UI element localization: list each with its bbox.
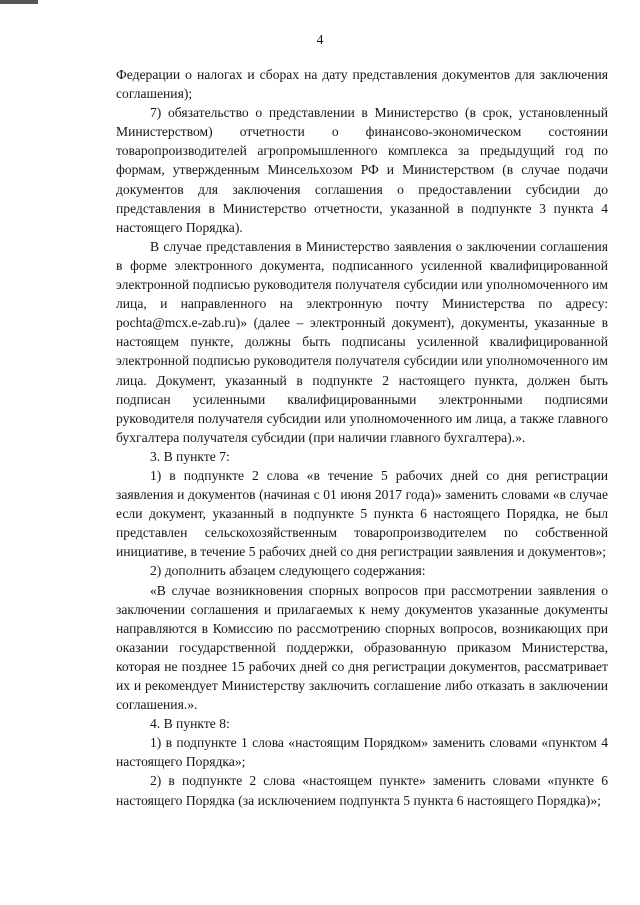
paragraph-section-3-subitem-1: 1) в подпункте 2 слова «в течение 5 рабочих дней со дня регистрации заявления и документов (начиная с 01 июня 2017 года)» заменить словами «в случае если документ, указанный в подпункте 5 пункта 6 настоящего Порядка, не был представлен сельскохозяйственным товаропроизводителем по собственной инициативе, в течение 5 рабочих дней со дня регистрации заявления и документов»; [116, 467, 608, 560]
document-body [116, 65, 608, 810]
paragraph-section-4-heading: 4. В пункте 8: [150, 716, 230, 732]
paragraph-item-7-reporting: 7) обязательство о представлении в Министерство (в срок, установленный Министерством) отчетности о финансово-экономическом состоянии товаропроизводителей агропромышленного комплекса за предыдущий год по формам, утвержденным Минсельхозом РФ и Министерством (в случае подачи документов для заключения соглашения о предоставлении субсидии до представления в Министерство отчетности, указанной в подпункте 3 пункта 4 настоящего Порядка). [116, 105, 608, 235]
paragraph-electronic-document: В случае представления в Министерство заявления о заключении соглашения в форме электронного документа, подписанного усиленной квалифицированной электронной подписью руководителя получателя субсидии или уполномоченного им лица, и направленного на электронную почту Министерства по адресу: pochta@mcx.e-zab.ru)» (далее – электронный документ), документы, указанные в настоящем пункте, должны быть подписаны усиленной квалифицированной электронной подписью руководителя получателя субсидии или уполномоченного им лица. Документ, указанный в подпункте 2 настоящего пункта, должен быть подписан усиленными квалифицированными электронными подписями руководителя получателя субсидии или уполномоченного им лица, а также главного бухгалтера получателя субсидии (при наличии главного бухгалтера).». [116, 238, 608, 445]
paragraph-tax-continuation: Федерации о налогах и сборах на дату представления документов для заключения соглашения); [116, 67, 608, 102]
paragraph-section-4-subitem-2: 2) в подпункте 2 слова «настоящем пункте» заменить словами «пункте 6 настоящего Порядка (за исключением подпункта 5 пункта 6 настоящего Порядка)»; [116, 773, 608, 808]
paragraph-section-3-subitem-2: 2) дополнить абзацем следующего содержания: [150, 563, 426, 579]
scan-edge-mark [0, 0, 38, 4]
paragraph-section-3-heading: 3. В пункте 7: [150, 448, 230, 464]
paragraph-disputes-commission: «В случае возникновения спорных вопросов при рассмотрении заявления о заключении соглашения и прилагаемых к нему документов указанные документы направляются в Комиссию по рассмотрению спорных вопросов, возникающих при оказании государственной поддержки, образованную приказом Министерства, которая не позднее 15 рабочих дней со дня регистрации документов, рассматривает их и рекомендует Министерству заключить соглашение либо отказать в заключении соглашения.». [116, 582, 608, 713]
page-number: 4 [316, 32, 324, 47]
paragraph-section-4-subitem-1: 1) в подпункте 1 слова «настоящим Порядком» заменить словами «пунктом 4 настоящего Порядка»; [116, 735, 608, 770]
